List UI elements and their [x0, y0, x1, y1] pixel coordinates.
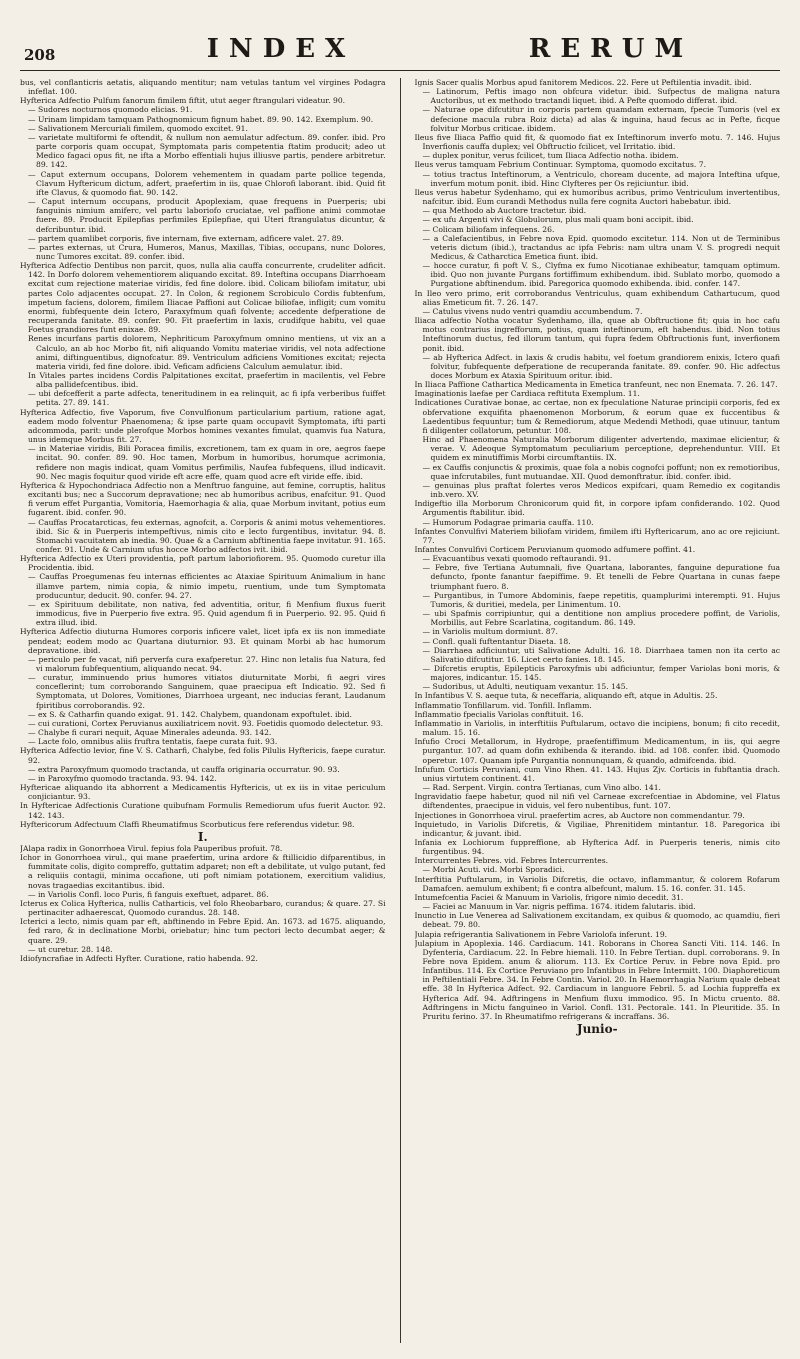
index-entry: Infufio Croci Metallorum, in Hydrope, praefentiffimum Medicamentum, in iis, qui aegre purgantur. 107. ad quam dofin exhibenda & iterando. ibid. ad 108. confer. ibid. Quomodo operetur. 107. Quanam ipfe Purgantia nonnunquam, & quando, admifcenda. ibid.	[414, 737, 780, 765]
index-entry: In Ileo vero primo, erit corroborandus Ventriculus, quam exhibendum Cathartucum, quod alias Emeticum fit. 7. 26. 147.	[414, 288, 780, 307]
index-entry: — in Variolis Confl. loco Puris, fi fanguis exeftuet, adparet. 86.	[28, 889, 269, 899]
index-entry: Hyfterica Adfectio Pulfum fanorum fimilem fiftit, utut aeger ftrangulari videatur. 90.	[20, 96, 346, 106]
index-entry: — Diarrhaea adficiuntur, uti Salivatione Adulti. 16. 18. Diarrhaea tamen non ita certo ac Salivatio difcutitur. 16. Licet certo fanies. 18. 145.	[422, 645, 780, 664]
index-entry: Hyftericorum Adfectuum Claffi Rheumatifmus Scorbuticus fere referendus videtur. 98.	[20, 819, 355, 829]
index-entry: — ex Spirituum debilitate, non nativa, fed adventitia, oritur, fi Menfium fluxus fuerit immodicus, five in Puerperio five extra. 95. Quid agendum fi in Puerperio. 92. 95. Quid fi extra illud. ibid.	[28, 599, 386, 628]
index-columns	[20, 78, 780, 1343]
index-entry: Hyfterica & Hypochondriaca Adfectio non a Menftruo fanguine, aut femine, corruptis, halitus excitanti bus; nec a Succorum depravatione; nec ab humoribus acribus, enafcitur. 91. Quod fi verum effet Purgantia, Vomitoria, Haemorhagia & alia, quae Morbum invitant, potius eum fugarent. ibid. confer. 90.	[20, 480, 386, 518]
index-entry: — Humorum Podagrae primaria cauffa. 110.	[422, 517, 594, 527]
index-entry: Injectiones in Gonorrhoea virul. praefertim acres, ab Auctore non commendantur. 79.	[414, 810, 745, 820]
index-entry: Renes incurfans partis dolorem, Nephriticum Paroxyfmum omnino mentiens, ut vix an a Calculo, an ab hoc Morbo fit, nifi aliquando Vomitu materiae viridis, vel nota adfectione animi, diftinguentibus, dignofcatur. 89. Ventriculum adficiens Vomitiones excitat; rejecta materia viridi, fed fine dolore. ibid. Veficam adficiens Calculum aemulatur. ibid.	[28, 334, 386, 371]
index-entry: Imaginationis laefae per Cardiaca reftituta Exemplum. 11.	[414, 389, 640, 399]
index-entry: — periculo per fe vacat, nifi perverfa cura exafperetur. 27. Hinc non letalis fua Natura, fed vi malorum fubfequentium, aliquando necat. 94.	[28, 654, 386, 673]
index-entry: — curatur, imminuendo prius humores vitiatos diuturnitate Morbi, fi aegri vires conceflerint; tum corroborando Sanguinem, quae praecipua eft Indicatio. 92. Sed fi Symptomata, ut Dolores, Vomitiones, Diarrhoea urgeant, nec inducias ferant, Laudanum fpiritibus corroborandis. 92.	[28, 673, 386, 710]
index-entry: Infantes Convulfivi Corticem Peruvianum quomodo adfumere poffint. 41.	[414, 544, 696, 554]
index-entry: Interftitia Puftularum, in Variolis Difcretis, die octavo, inflammantur, & colorem Rofarum Damafcen. aemulum exhibent; fi e contra albefcunt, malum. 15. 16. confer. 31. 145.	[414, 874, 780, 893]
running-head-right: RERUM	[528, 34, 694, 64]
index-entry: — ut curetur. 28. 148.	[28, 944, 113, 954]
index-entry: JAlapa radix in Gonorrhoea Virul. fepius fola Pauperibus profuit. 78.	[20, 843, 283, 853]
index-entry: — extra Paroxyfmum quomodo tractanda, ut cauffa originaria occurratur. 90. 93.	[28, 764, 340, 774]
index-entry: Infania ex Lochiorum fuppreffione, ab Hyfterica Adf. in Puerperis teneris, nimis cito furgentibus. 94.	[414, 837, 780, 857]
index-entry: — ex Cauffis conjunctis & proximis, quae fola a nobis cognofci poffunt; non ex remotioribus, quae infcrutabiles, funt mutuandae. XII. Quod demonftratur. ibid. confer. ibid.	[422, 462, 780, 481]
running-head	[76, 34, 776, 64]
index-entry: — in Paroxyfmo quomodo tractanda. 93. 94. 142.	[28, 773, 217, 783]
index-entry: — a Calefacientibus, in Febre nova Epid. quomodo excitetur. 114. Non ut de Terminibus veteris dictum (ibid.), tractandus ac ipfa Febris: nam ultra unam V. S. progredi nequit Medicus, & Catharctica Emetica fiunt. ibid.	[422, 233, 780, 261]
index-entry: Intercurrentes Febres. vid. Febres Intercurrentes.	[414, 856, 609, 866]
index-entry: Idiofyncrafiae in Adfecti Hyfter. Curatione, ratio habenda. 92.	[20, 953, 258, 963]
index-entry: — Caput externum occupans, Dolorem vehementem in quadam parte pollice tegenda, Clavum Hyftericum dictum, adfert, praefertim in iis, quae Chlorofi laborant. ibid. Quid fit ifte Clavus, & quomodo fiat. 90. 142.	[28, 169, 386, 197]
index-entry: Iliaca adfectio Notha vocatur Sydenhamo, illa, quae ab Obftructione fit; quia in hoc cafu motus contrarius ingrefforum, potius, quam inteftinorum, eft habendus. ibid. Non totius Inteftinorum ductus, fed illorum tantum, qui fupra fedem Obftructionis funt, inverfionem ponit. ibid.	[414, 316, 780, 353]
index-entry: — ubi defcefferit a parte adfecta, teneritudinem in ea relinquit, ac fi ipfa verberibus fuiffet petita. 27. 89. 141.	[28, 389, 386, 408]
index-entry: — Confl. quali fuftentantur Diaeta. 18.	[422, 636, 571, 646]
section-letter: Junio-	[576, 1022, 618, 1037]
index-entry: — Chalybe fi curari nequit, Aquae Minerales adeunda. 93. 142.	[28, 728, 272, 738]
page-header	[24, 30, 776, 64]
index-entry: — varietate multiformi fe oftendit, & nullum non aemulatur adfectum. 89. confer. ibid. Pro parte corporis quam occupat, Symptomata paris competentia ftatim producit; adeo ut Medico fagaci opus fit, ne ifta a Morbo effentiali hujus illiusve partis, pendere arbitretur. 89. 142.	[28, 132, 386, 170]
index-entry: Ignis Sacer qualis Morbus apud fanitorem Medicos. 22. Fere ut Peftilentia invadit. ibid.	[414, 78, 752, 87]
index-entry: Indigeftio illa Morborum Chronicorum quid fit, in corpore ipfam confiderando. 102. Quod Argumentis ftabilitur. ibid.	[414, 499, 780, 518]
left-column	[20, 78, 386, 1343]
index-entry: — Salivationem Mercuriali fimilem, quomodo excitet. 91.	[28, 123, 248, 133]
index-entry: Julapia refrigerantia Salivationem in Febre Variolofa inferunt. 19.	[414, 929, 668, 939]
page-number: 208	[24, 46, 56, 64]
index-entry: Infantes Convulfivi Materiem biliofam viridem, fimilem ifti Hyftericarum, ano ac ore rejiciunt. 77.	[414, 526, 780, 545]
index-entry: — ubi Spafmis corripiuntur, qui a dentitione non amplius procedere poffint, de Variolis, Morbillis, aut Febre Scarlatina, cogitandum. 86. 149.	[422, 609, 780, 628]
index-entry: Ileus verus habetur Sydenhamo, qui ex humoribus acribus, primo Ventriculum invertentibus, nafcitur. ibid. Eum curandi Methodus nulla fere cognita Auctori habebatur. ibid.	[414, 187, 780, 207]
index-entry: — totius tractus Inteftinorum, a Ventriculo, choream ducente, ad majora Inteftina ufque, inverfum motum ponit. ibid. Hinc Clyfteres per Os rejiciuntur. ibid.	[422, 169, 780, 188]
index-entry: — partem quamlibet corporis, five internam, five externam, adficere valet. 27. 89.	[28, 233, 344, 243]
header-rule	[20, 70, 780, 71]
index-entry: — hocce curatur, fi poft V. S., Clyfma ex fumo Nicotianae exhibeatur, tamquam optimum. ibid. Quo non juvante Purgans fortiffimum exhibendum. ibid. Sublato morbo, quomodo a Purgatione abftinendum. ibid. Paregorica quomodo exhibenda. ibid. confer. 147.	[422, 261, 780, 289]
index-entry: — qua Methodo ab Auctore tractetur. ibid.	[422, 206, 586, 216]
index-entry: — Sudoribus, ut Adulti, neutiquam vexantur. 15. 145.	[422, 682, 628, 692]
index-entry: Ileus verus tamquam Febrium Continuar. Symptoma, quomodo excitatus. 7.	[414, 160, 706, 170]
index-entry: — Purgantibus, in Tumore Abdominis, faepe repetitis, quamplurimi interempti. 91. Hujus Tumoris, & duritiei, medela, per Linimentum. 10.	[422, 590, 780, 609]
section-letter: I.	[197, 829, 208, 844]
index-entry: — ab Hyfterica Adfect. in laxis & crudis habitu, vel foetum grandiorem enixis, Ictero quafi folvitur, fubfequente defperatione de recuperanda fanitate. 89. confer. 90. Hic adfectus doces Morbum ex Ataxia Spirituum oritur. ibid.	[422, 352, 780, 380]
index-entry: — Latinorum, Peftis imago non obfcura videtur. ibid. Sufpectus de maligna natura Auctoribus, ut ex methodo tractandi liquet. ibid. A Pefte quomodo differat. ibid.	[422, 87, 780, 106]
column-divider	[400, 78, 401, 1343]
index-entry: In Infantibus V. S. aeque tuta, & neceffaria, aliquando eft, atque in Adultis. 25.	[414, 691, 718, 701]
index-entry: In Vitales partes incidens Cordis Palpitationes excitat, praefertim in macilentis, vel Febre alba pallidefcentibus. ibid.	[28, 371, 386, 390]
index-entry: Inflammatio fpecialis Variolas conftituit. 16.	[414, 709, 584, 719]
index-entry: Icterici a lecto, nimis quam par eft, abftinendo in Febre Epid. An. 1673. ad 1675. aliquando, fed raro, & in declinatione Morbi, oriebatur; hinc tum pectori lecto decumbat aeger; & quare. 29.	[20, 917, 386, 945]
index-entry: In Hyftericae Adfectionis Curatione quibufnam Formulis Remediorum ufus fuerit Auctor. 92. 142. 143.	[20, 801, 386, 820]
right-column	[415, 78, 781, 1343]
index-entry: bus, vel conflanticris aetatis, aliquando mentitur; nam vetulas tantum vel virgines Podagra infeflat. 100.	[20, 78, 386, 97]
index-entry: — Difcretis eruptis, Epilepticis Paroxyfmis ubi adficiuntur, femper Variolas boni moris, & majores, indicantur. 15. 145.	[422, 664, 780, 683]
index-entry: — in Variolis multum dormiunt. 87.	[422, 627, 558, 637]
index-entry: Inflammatio in Variolis, in interftitiis Puftularum, octavo die incipiens, bonum; fi cito recedit, malum. 15. 16.	[414, 718, 780, 738]
index-entry: — cui curationi, Cortex Peruvianus auxiliatricem novit. 93. Foetidis quomodo delectetur. 93.	[28, 718, 384, 728]
index-entry: Julapium in Apoplexia. 146. Cardiacum. 141. Roborans in Chorea Sancti Viti. 114. 146. In Dyfenteria, Cardiacum. 22. In Febre hiemali. 110. In Febre Tertian. dupl. corroborans. 9. In Febre nova Epidem. anum & aliorum. 113. Ex Cortice Peruv. in Febre nova Epid. pro Infantibus. 114. Ex Cortice Peruviano pro Infantibus in Febre Intermitt. 100. Diaphoreticum in Peftilentiali Febre. 34. In Febre Contin. Variol. 20. In Haemorrhagia Narium quale debeat effe. 38 In Hyfterica Adfect. 92. Cardiacum in languore Febril. 5. ad Lochia fuppreffa ex Hyfterica Adf. 94. Adftringens in Menfium fluxu immodico. 95. In Mictu cruento. 88. Adftringens in Mictu fanguineo in Variol. Confl. 131. Pectorale. 141. In Pleuritide. 35. In Pruritu ferino. 37. In Rheumatifmo refrigerans & incraffans. 36.	[414, 938, 780, 1021]
index-entry: — Evacuantibus vexati quomodo reftaurandi. 91.	[422, 554, 612, 564]
index-entry: — Caput internum occupans, producit Apoplexiam, quae frequens in Puerperis; ubi fanguinis nimium amiferc, vel partu laboriofo cruciatae, vel paffione animi commotae fuere. 89. Producit Epilepfias perfimiles Epilepfiae, qui Uteri ftrangulatus dicuntur, & defcribuntur. ibid.	[28, 197, 386, 234]
index-entry: Icterus ex Colica Hyfterica, nullis Catharticis, vel folo Rheobarbaro, curandus; & quare. 27. Si pertinaciter adhaerescat, Quomodo curandus. 28. 148.	[20, 898, 386, 918]
index-entry: Inflammatio Tonfillarum. vid. Tonfill. Inflamm.	[414, 700, 592, 710]
index-entry: — Sudores nocturnos quomodo elicias. 91.	[28, 105, 193, 115]
index-entry: Ileus five Iliaca Paffio quid fit, & quomodo fiat ex Inteftinorum inverfo motu. 7. 146. Hujus Inverfionis cauffa duplex; vel Obftructio fcilicet, vel Irritatio. ibid.	[414, 132, 780, 152]
index-entry: — Urinam limpidam tamquam Pathognomicum fignum habet. 89. 90. 142. Exemplum. 90.	[28, 114, 374, 124]
index-entry: Hyfterica Adfectio ex Uteri providentia, poft partum laboriofiorem. 95. Quomodo curetur illa Procidentia. ibid.	[20, 554, 386, 573]
index-entry: Ichor in Gonorrhoea virul., qui mane praefertim, urina ardore & ftillicidio difparentibus, in fummitate colis, digito compreffo, guttatim adparet; non eft a debilitate, ut vulgo putant, fed a reliquiis contagii, minima occafione, uti poft nimiam potationem, exercitium validius, novas tragaedias excitantibus. ibid.	[20, 853, 386, 890]
index-entry: Hinc ad Phaenomena Naturalia Morborum diligenter advertendo, maximae elicientur, & verae. V. Adeoque Symptomatum peculiarium perceptione, deprehenduntur. VIII. Et quidem ex minutiffimis Morbi circumftantiis. IX.	[422, 435, 780, 463]
index-entry: — Naturae ope difcutitur in corporis partem quamdam externam, fpecie Tumoris (vel ex defecione macula rubra Roiz dicta) ad alas & inguina, haud fecus ac in Pefte, ficque folvitur Morbus criticae. ibidem.	[422, 105, 780, 133]
index-entry: Hyfterica Adfectio Dentibus non parcit, quos, nulla alia cauffa concurrente, crudeliter adficit. 142. In Dorfo dolorem vehementiorem aliquando excitat. 89. Inteftina occupans Diarrhoeam excitat cum rejectione materiae viridis, fed fine dolore. ibid. Colicam biliofam imitatur, ubi partes Colo adjacentes occupat. 27. In Colon, & regionem Scrobiculo Cordis fubtenfum, impetum faciens, dolorem, fimilem Iliacae Paffioni aut Colicae biliofae, infligit; cum vomitu enormi, fubfequente dein Ictero, Paraxyfmum quafi folvente; accedente defperatione de recuperanda fanitate. 89. confer. 90. Fit praefertim in laxis, crudifque habitu, vel quae Foetus grandiores funt enixae. 89.	[20, 261, 386, 335]
index-entry: — Colicam biliofam infequens. 26.	[422, 224, 555, 234]
index-entry: Hyftericae aliquando ita abhorrent a Medicamentis Hyftericis, ut ex iis in vitae periculum conjiciantur. 93.	[20, 783, 386, 802]
index-entry: — partes externas, ut Crura, Humeros, Manus, Maxillas, Tibias, occupans, nunc Dolores, nunc Tumores excitat. 89. confer. ibid.	[28, 242, 386, 261]
index-entry: Inunctio in Lue Venerea ad Salivationem excitandam, ex quibus & quomodo, ac quamdiu, fieri debeat. 79. 80.	[414, 911, 780, 930]
index-entry: — Catulus vivens nudo ventri quamdiu accumbendum. 7.	[422, 306, 643, 316]
index-entry: — in Materiae viridis, Bili Poracea fimilis, excretionem, tam ex quam in ore, aegros faepe incitat. 90. confer. 89. 90. Hoc tamen, Morbum in humoribus, horumque acrimonia, refidere non magis indicat, quam Vomitus perfimilis, Naufea fubfequens, illud indicavit. 90. Nec magis foquitur quod viride eft acre effe, quam quod acre eft viride effe. ibid.	[28, 444, 386, 481]
index-entry: — duplex ponitur, verus fcilicet, tum Iliaca Adfectio notha. ibidem.	[422, 151, 679, 161]
index-entry: Ingravidatio faepe habetur, quod nil nifi vel Carneae excrefcentiae in Abdomine, vel Flatus diftendentes, praecipue in viduis, vel fero nubentibus, funt. 107.	[414, 792, 780, 811]
index-entry: — Faciei ac Manuum in Var. nigris peffima. 1674. itidem falutaris. ibid.	[422, 902, 696, 912]
index-entry: Hyfterica Adfectio levior, fine V. S. Catharfi, Chalybe, fed folis Pilulis Hyftericis, faepe curatur. 92.	[20, 746, 386, 765]
index-entry: — Lacte folo, omnibus aliis fruftra tentatis, faepe curata fuit. 93.	[28, 737, 278, 747]
index-entry: Infufum Corticis Peruviani, cum Vino Rhen. 41. 143. Hujus Zjv. Corticis in fubftantia drach. unius virtutem continent. 41.	[414, 764, 780, 783]
index-entry: Inquietudo, in Variolis Difcretis, & Vigiliae, Phrenitidem mintantur. 18. Paregorica ibi indicantur, & juvant. ibid.	[414, 819, 780, 838]
index-entry: — ex S. & Catharfin quando exigat. 91. 142. Chalybem, quandonam expoftulet. ibid.	[28, 709, 352, 719]
index-entry: — genuinas plus praftat folertes veros Medicos expifcari, quam Remedio ex cogitandis inb.vero. XV.	[422, 480, 780, 500]
index-entry: Hyfterica Adfectio diuturna Humores corporis inficere valet, licet ipfa ex iis non immediate pendeat; eodem modo ac Quartana diuturnior. 93. Et quinam Morbi ab hac humorum depravatione. ibid.	[20, 627, 386, 655]
index-entry: In Iliaca Paffione Cathartica Medicamenta in Emetica tranfeunt, nec non Enemata. 7. 26. 147.	[414, 380, 778, 390]
running-head-left: INDEX	[206, 34, 356, 64]
index-entry: — Rad. Serpent. Virgin. contra Tertianas, cum Vino albo. 141.	[422, 783, 661, 793]
index-entry: — Febre, five Tertiana Autumnali, five Quartana, laborantes, fanguine depuratione fua defuncto, fponte fanantur faepiffime. 9. Et tenelli de Febre Quartana in cunas faepe triumphant fuero. 8.	[422, 563, 780, 591]
index-entry: — ex ufu Argenti vivi & Globulorum, plus mali quam boni accipit. ibid.	[422, 215, 694, 225]
index-entry: Hyfterica Adfectio, five Vaporum, five Convulfionum particularium partium, ratione agat, eadem modo folventur Phaenomena; & ipse parte quam occupavit Symptomata, ifti parti adcommoda, parit: unde plerofque Morbos homines vexantes fimulat, quamvis fua Natura, unus idemque Morbus fit. 27.	[20, 407, 386, 445]
index-entry: Indicationes Curativae bonae, ac certae, non ex fpeculatione Naturae principii corporis, fed ex obfervatione exquifita phaenomenon Morborum, & eorum quae ex fuccentibus & Laedentibus fequuntur; tum & Remediorum, atque Medendi Methodi, quae utinuur, tantum fi diligenter collatorum, petuntur. 108.	[414, 398, 780, 435]
index-entry: Intumefcentia Faciei & Manuum in Variolis, frigore nimio decedit. 31.	[414, 892, 684, 902]
index-entry: — Morbi Acuti. vid. Morbi Sporadici.	[422, 865, 565, 875]
index-entry: — Cauffas Proegumenas feu internas efficientes ac Ataxiae Spirituum Animalium in hanc illamve partem, nimia copia, & nimio impetu, ruentium, unde tum Symptomata producuntur, deducit. 90. confer. 94. 27.	[28, 572, 386, 600]
index-entry: — Cauffas Procatarcticas, feu externas, agnofcit, a. Corporis & animi motus vehementiores. ibid. Sic & in Puerperis intempeftivus, nimis cito e lecto furgentibus, invitatur. 94. 8. Stomachi vacuitatem ab inedia. 90. Quae & a Carnium abftinentia faepe invitatur. 91. 165. confer. 91. Unde & Carnium ufus hocce Morbo adfectos ivit. ibid.	[28, 517, 386, 554]
